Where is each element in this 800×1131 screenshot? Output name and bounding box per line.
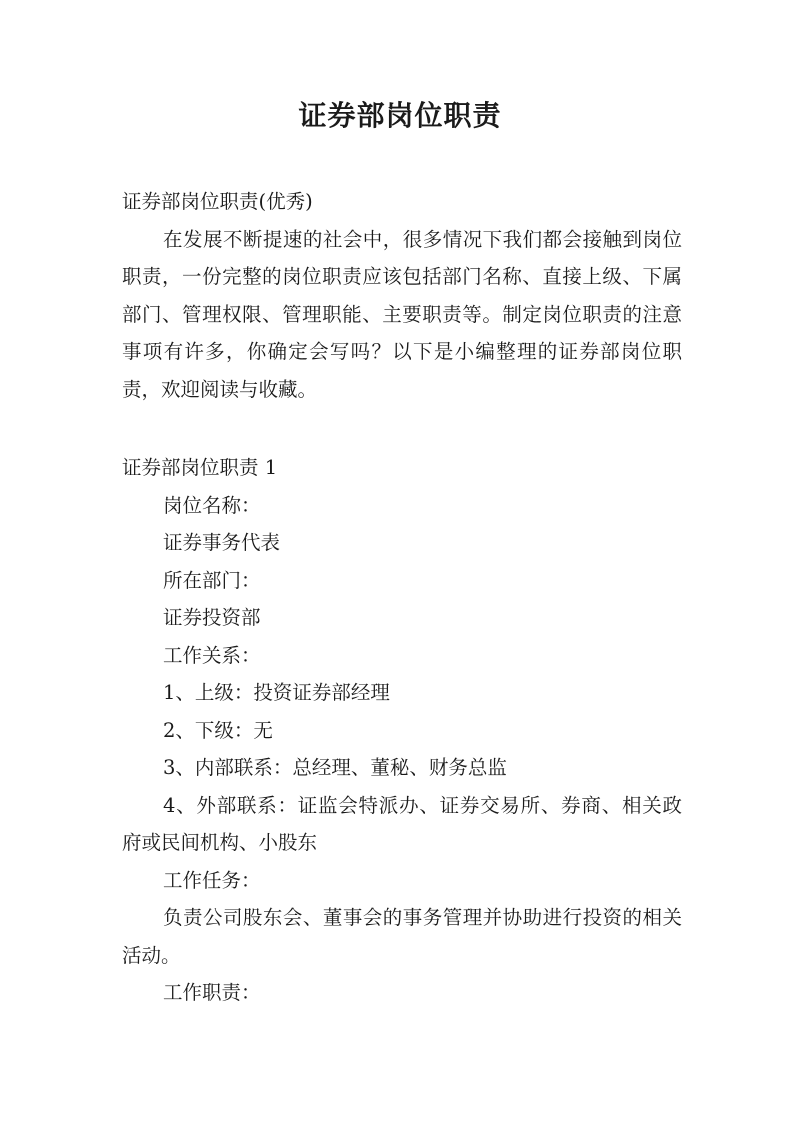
intro-heading: 证券部岗位职责(优秀) [122, 190, 313, 213]
relation-item: 4、外部联系：证监会特派办、证券交易所、券商、相关政府或民间机构、小股东 [122, 793, 682, 854]
department-label: 所在部门： [163, 568, 261, 592]
position-value: 证券事务代表 [163, 531, 281, 554]
section-1 [122, 449, 682, 1012]
tasks-label: 工作任务： [163, 868, 261, 892]
duties-label: 工作职责： [163, 981, 261, 1004]
department-value: 证券投资部 [163, 606, 261, 629]
intro-section [122, 183, 682, 408]
section-1-heading: 证券部岗位职责 1 [122, 456, 278, 479]
document-title: 证券部岗位职责 [298, 99, 502, 132]
tasks-value: 负责公司股东会、董事会的事务管理并协助进行投资的相关活动。 [122, 906, 682, 967]
relation-item: 1、上级：投资证券部经理 [163, 681, 390, 704]
intro-paragraph: 在发展不断提速的社会中，很多情况下我们都会接触到岗位职责，一份完整的岗位职责应该包括部门名称、直接上级、下属部门、管理权限、管理职能、主要职责等。制定岗位职责的注意事项有许多，你确定会写吗？以下是小编整理的证券部岗位职责，欢迎阅读与收藏。 [122, 227, 682, 401]
position-label: 岗位名称： [163, 493, 261, 517]
relation-item: 3、内部联系：总经理、董秘、财务总监 [163, 756, 507, 779]
relation-item: 2、下级：无 [163, 718, 273, 742]
relations-label: 工作关系： [163, 643, 261, 667]
